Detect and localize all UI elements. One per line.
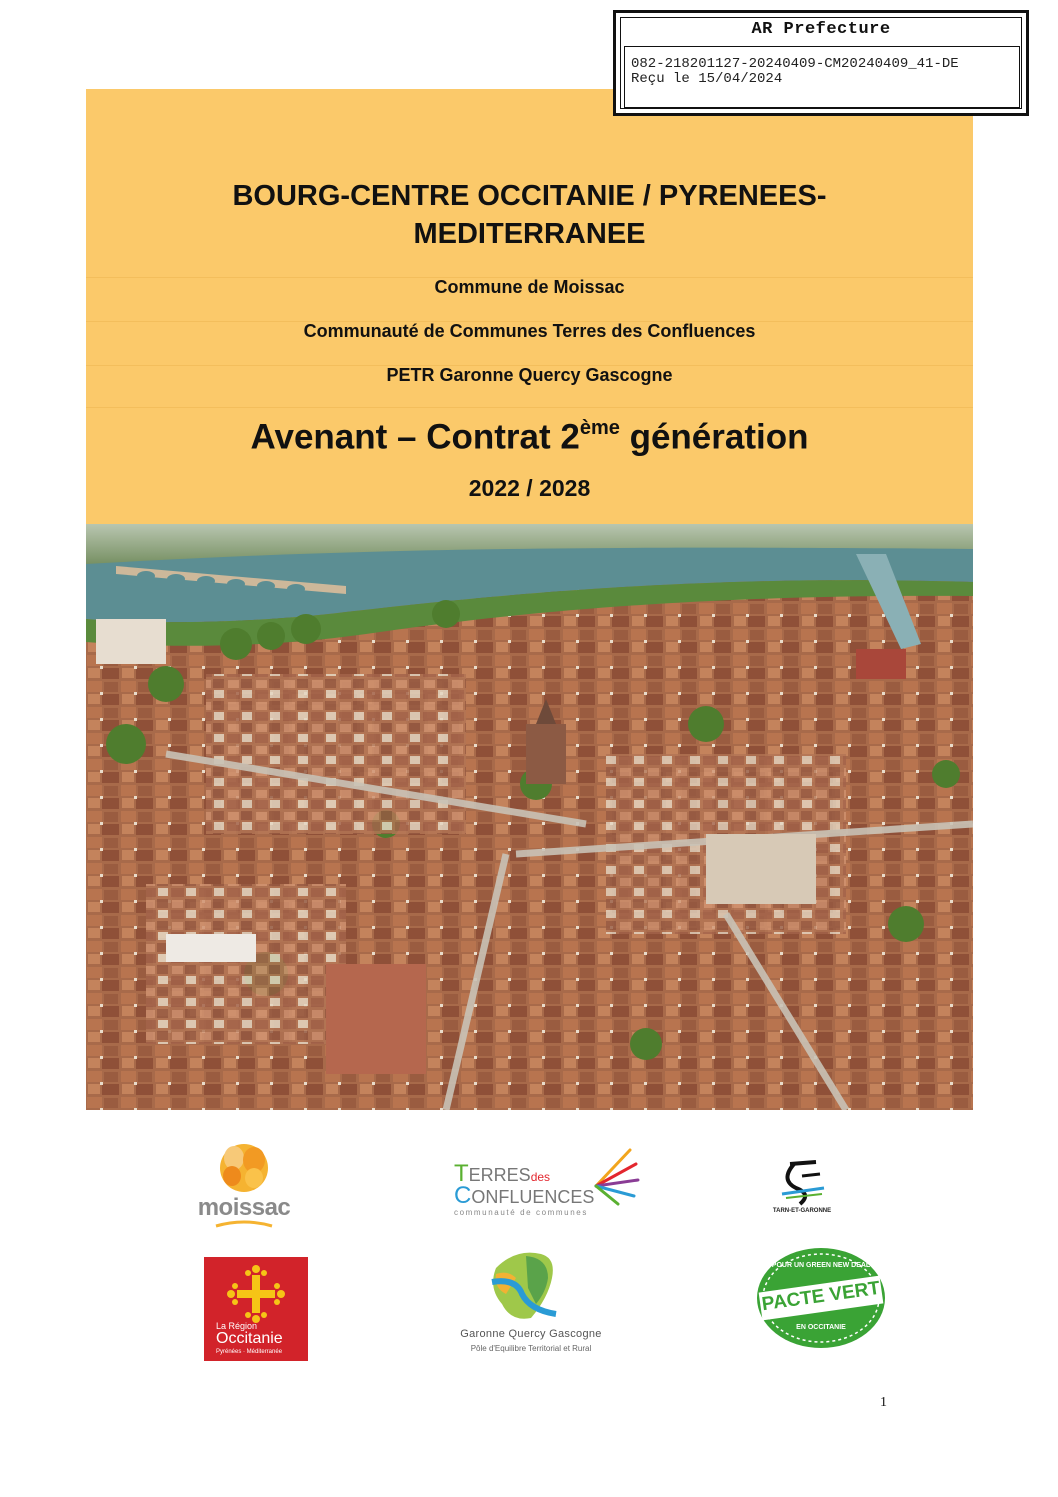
aerial-town-photo (86, 524, 973, 1110)
occitan-cross-icon (224, 1263, 288, 1325)
region-line-2: Occitanie (216, 1330, 283, 1347)
region-occitanie-logo (204, 1257, 308, 1361)
cover-header (86, 89, 973, 524)
stamp-reference-box (624, 46, 1020, 108)
confluences-initial: C (454, 1182, 472, 1209)
communaute-label: Communauté de Communes Terres des Confluences (303, 321, 756, 341)
stamp-title: AR Prefecture (751, 20, 891, 39)
document-title (86, 177, 973, 253)
terres-initial: T (454, 1160, 469, 1187)
avenant-suffix: génération (619, 417, 809, 457)
avenant-prefix: Avenant – Contrat 2 (250, 417, 580, 457)
moissac-logo-text: moissac (197, 1194, 291, 1221)
petr-label: PETR Garonne Quercy Gascogne (386, 365, 673, 385)
stamp-received-date: Reçu le 15/04/2024 (631, 71, 783, 87)
pacte-main-text: PACTE VERT (760, 1277, 882, 1316)
gqg-map-icon (486, 1248, 576, 1324)
aerial-photo-illustration (86, 524, 973, 1110)
tarn-et-garonne-emblem (772, 1158, 832, 1208)
terres-line-2 (454, 1182, 594, 1210)
page-number: 1 (880, 1395, 887, 1410)
title-line-1: BOURG-CENTRE OCCITANIE / PYRENEES- (232, 180, 827, 212)
confluences-rays-icon (590, 1146, 640, 1208)
pacte-top-text: POUR UN GREEN NEW DEAL (771, 1262, 871, 1269)
gqg-name: Garonne Quercy Gascogne (460, 1328, 602, 1340)
ar-prefecture-stamp (613, 10, 1029, 116)
tarn-et-garonne-text: TARN-ET-GARONNE (772, 1208, 832, 1214)
confluences-rest: ONFLUENCES (471, 1187, 595, 1207)
garonne-quercy-gascogne-logo (452, 1248, 610, 1358)
pacte-bottom-text: EN OCCITANIE (796, 1324, 846, 1331)
region-line-3: Pyrénées · Méditerranée (216, 1349, 283, 1355)
avenant-superscript: ème (579, 417, 620, 439)
gqg-tagline: Pôle d'Equilibre Territorial et Rural (470, 1344, 592, 1353)
terres-rest: ERRES (468, 1165, 531, 1185)
stamp-reference: 082-218201127-20240409-CM20240409_41-DE (631, 56, 959, 72)
commune-label: Commune de Moissac (434, 277, 625, 297)
pacte-vert-logo (752, 1246, 890, 1350)
tarn-et-garonne-logo (772, 1158, 832, 1222)
terres-tagline: communauté de communes (454, 1208, 588, 1217)
contract-years: 2022 / 2028 (468, 475, 591, 501)
terres-des-confluences-logo (452, 1146, 642, 1222)
terres-des: des (530, 1170, 551, 1184)
title-line-2: MEDITERRANEE (413, 218, 646, 250)
region-line-1: La Région (216, 1321, 258, 1331)
moissac-logo (186, 1140, 302, 1232)
avenant-title (86, 407, 973, 461)
